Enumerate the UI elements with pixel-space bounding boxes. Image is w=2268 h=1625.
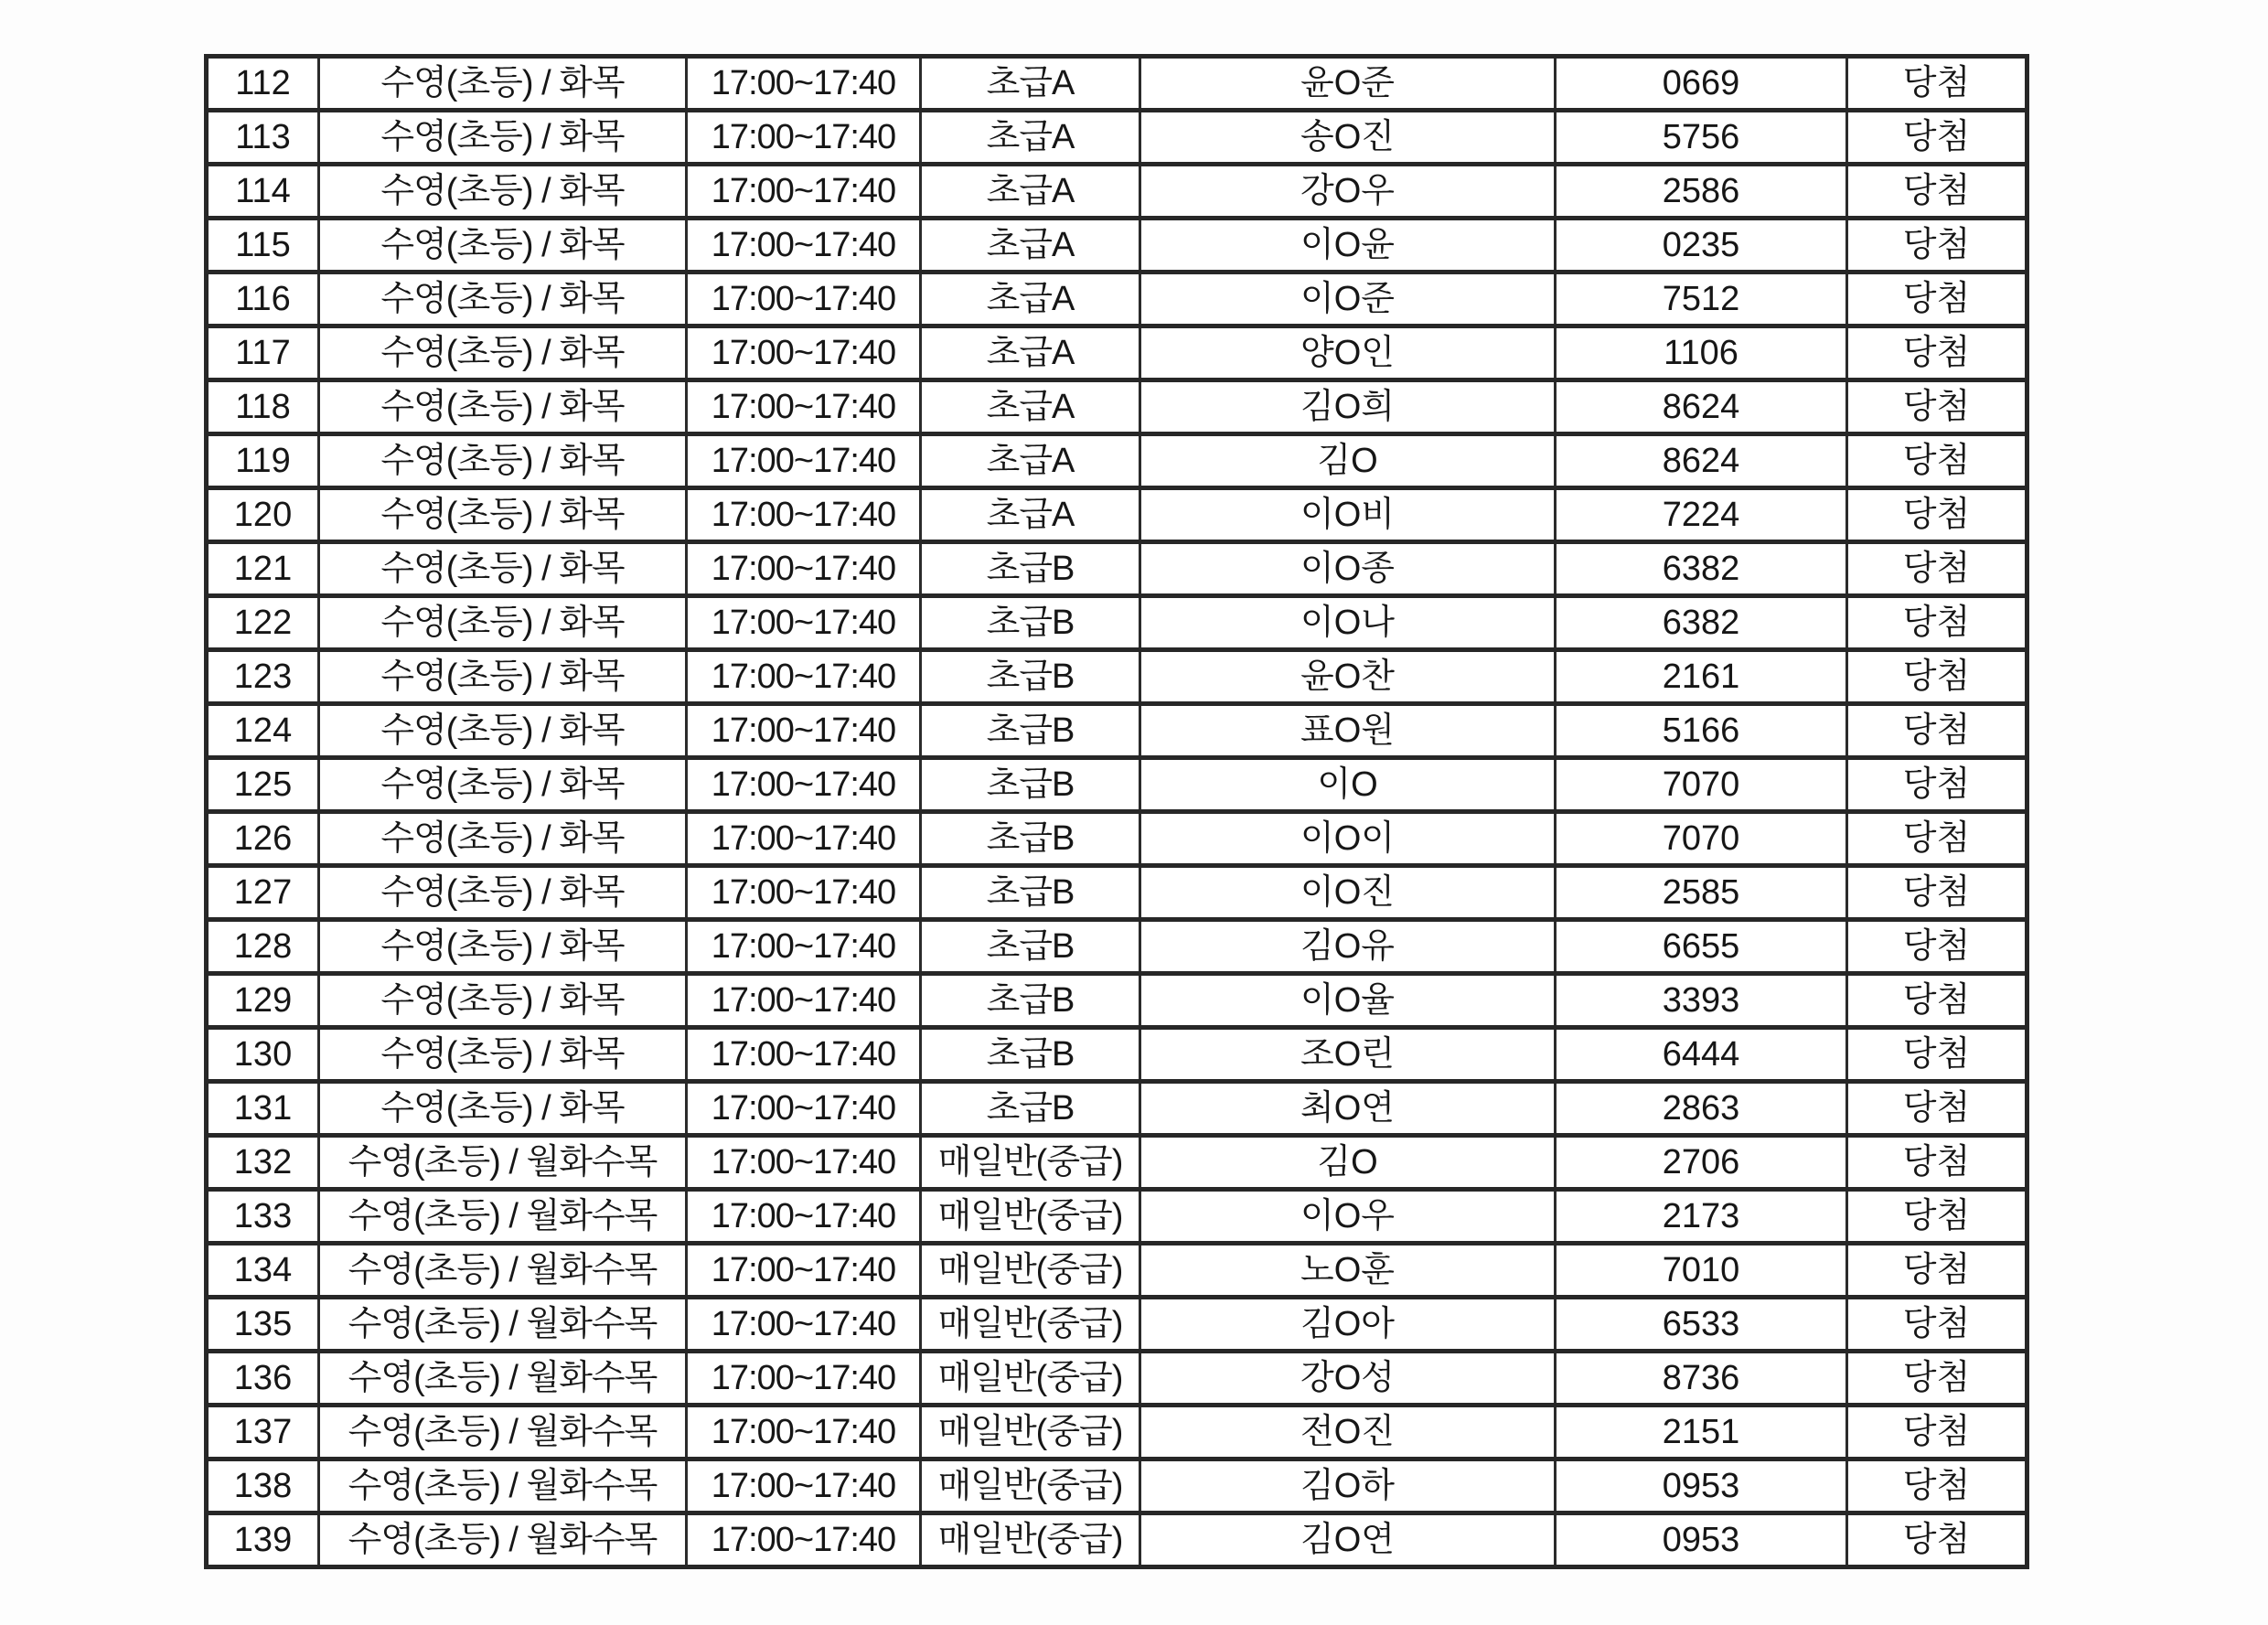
- row-number-cell: 130: [207, 1028, 319, 1082]
- class-day-cell: 수영(초등) / 월화수목: [319, 1459, 687, 1513]
- time-slot-cell: 17:00~17:40: [687, 758, 921, 812]
- time-slot-cell: 17:00~17:40: [687, 1190, 921, 1244]
- time-slot-cell: 17:00~17:40: [687, 273, 921, 326]
- class-day-cell: 수영(초등) / 화목: [319, 165, 687, 219]
- entry-number-cell: 0669: [1556, 57, 1847, 111]
- entry-number-cell: 7512: [1556, 273, 1847, 326]
- class-day-cell: 수영(초등) / 화목: [319, 434, 687, 488]
- applicant-name-cell: 김O: [1140, 1136, 1556, 1190]
- time-slot-cell: 17:00~17:40: [687, 1352, 921, 1406]
- result-status-cell: 당첨: [1847, 866, 2027, 920]
- time-slot-cell: 17:00~17:40: [687, 111, 921, 165]
- table-row: [207, 1136, 2027, 1190]
- entry-number-cell: 2173: [1556, 1190, 1847, 1244]
- level-cell: 초급A: [921, 111, 1140, 165]
- time-slot-cell: 17:00~17:40: [687, 219, 921, 273]
- lottery-results-table: [204, 54, 2029, 1569]
- applicant-name-cell: 표O원: [1140, 704, 1556, 758]
- class-day-cell: 수영(초등) / 화목: [319, 1082, 687, 1136]
- result-status-cell: 당첨: [1847, 1028, 2027, 1082]
- result-status-cell: 당첨: [1847, 1082, 2027, 1136]
- level-cell: 초급A: [921, 57, 1140, 111]
- applicant-name-cell: 노O훈: [1140, 1244, 1556, 1298]
- row-number-cell: 119: [207, 434, 319, 488]
- table-row: [207, 1298, 2027, 1352]
- time-slot-cell: 17:00~17:40: [687, 1136, 921, 1190]
- table-row: [207, 273, 2027, 326]
- row-number-cell: 117: [207, 326, 319, 380]
- time-slot-cell: 17:00~17:40: [687, 326, 921, 380]
- row-number-cell: 135: [207, 1298, 319, 1352]
- level-cell: 매일반(중급): [921, 1352, 1140, 1406]
- applicant-name-cell: 김O아: [1140, 1298, 1556, 1352]
- table-row: [207, 596, 2027, 650]
- table-row: [207, 1082, 2027, 1136]
- level-cell: 매일반(중급): [921, 1136, 1140, 1190]
- class-day-cell: 수영(초등) / 화목: [319, 1028, 687, 1082]
- applicant-name-cell: 전O진: [1140, 1406, 1556, 1459]
- class-day-cell: 수영(초등) / 화목: [319, 596, 687, 650]
- level-cell: 초급B: [921, 596, 1140, 650]
- row-number-cell: 125: [207, 758, 319, 812]
- entry-number-cell: 8624: [1556, 434, 1847, 488]
- time-slot-cell: 17:00~17:40: [687, 1082, 921, 1136]
- level-cell: 매일반(중급): [921, 1513, 1140, 1567]
- row-number-cell: 115: [207, 219, 319, 273]
- time-slot-cell: 17:00~17:40: [687, 488, 921, 542]
- row-number-cell: 131: [207, 1082, 319, 1136]
- result-status-cell: 당첨: [1847, 704, 2027, 758]
- level-cell: 초급A: [921, 219, 1140, 273]
- row-number-cell: 116: [207, 273, 319, 326]
- class-day-cell: 수영(초등) / 월화수목: [319, 1190, 687, 1244]
- applicant-name-cell: 양O인: [1140, 326, 1556, 380]
- result-status-cell: 당첨: [1847, 165, 2027, 219]
- time-slot-cell: 17:00~17:40: [687, 1459, 921, 1513]
- applicant-name-cell: 김O연: [1140, 1513, 1556, 1567]
- row-number-cell: 128: [207, 920, 319, 974]
- class-day-cell: 수영(초등) / 월화수목: [319, 1244, 687, 1298]
- row-number-cell: 133: [207, 1190, 319, 1244]
- entry-number-cell: 7070: [1556, 812, 1847, 866]
- row-number-cell: 126: [207, 812, 319, 866]
- table-row: [207, 1190, 2027, 1244]
- table-row: [207, 488, 2027, 542]
- class-day-cell: 수영(초등) / 화목: [319, 488, 687, 542]
- time-slot-cell: 17:00~17:40: [687, 1244, 921, 1298]
- entry-number-cell: 2151: [1556, 1406, 1847, 1459]
- time-slot-cell: 17:00~17:40: [687, 920, 921, 974]
- class-day-cell: 수영(초등) / 화목: [319, 380, 687, 434]
- time-slot-cell: 17:00~17:40: [687, 974, 921, 1028]
- applicant-name-cell: 송O진: [1140, 111, 1556, 165]
- result-status-cell: 당첨: [1847, 219, 2027, 273]
- entry-number-cell: 6382: [1556, 596, 1847, 650]
- result-status-cell: 당첨: [1847, 1298, 2027, 1352]
- results-table-body: [207, 57, 2027, 1567]
- class-day-cell: 수영(초등) / 월화수목: [319, 1513, 687, 1567]
- table-row: [207, 650, 2027, 704]
- class-day-cell: 수영(초등) / 화목: [319, 650, 687, 704]
- class-day-cell: 수영(초등) / 화목: [319, 758, 687, 812]
- result-status-cell: 당첨: [1847, 1244, 2027, 1298]
- row-number-cell: 127: [207, 866, 319, 920]
- class-day-cell: 수영(초등) / 월화수목: [319, 1406, 687, 1459]
- row-number-cell: 132: [207, 1136, 319, 1190]
- entry-number-cell: 8624: [1556, 380, 1847, 434]
- time-slot-cell: 17:00~17:40: [687, 866, 921, 920]
- time-slot-cell: 17:00~17:40: [687, 1298, 921, 1352]
- result-status-cell: 당첨: [1847, 434, 2027, 488]
- level-cell: 매일반(중급): [921, 1190, 1140, 1244]
- table-row: [207, 974, 2027, 1028]
- applicant-name-cell: 이O: [1140, 758, 1556, 812]
- level-cell: 매일반(중급): [921, 1244, 1140, 1298]
- class-day-cell: 수영(초등) / 화목: [319, 704, 687, 758]
- level-cell: 초급A: [921, 380, 1140, 434]
- level-cell: 초급B: [921, 1082, 1140, 1136]
- row-number-cell: 118: [207, 380, 319, 434]
- time-slot-cell: 17:00~17:40: [687, 596, 921, 650]
- row-number-cell: 138: [207, 1459, 319, 1513]
- entry-number-cell: 5166: [1556, 704, 1847, 758]
- entry-number-cell: 2586: [1556, 165, 1847, 219]
- row-number-cell: 112: [207, 57, 319, 111]
- table-row: [207, 380, 2027, 434]
- time-slot-cell: 17:00~17:40: [687, 1513, 921, 1567]
- level-cell: 초급A: [921, 488, 1140, 542]
- level-cell: 초급B: [921, 812, 1140, 866]
- result-status-cell: 당첨: [1847, 380, 2027, 434]
- level-cell: 초급B: [921, 920, 1140, 974]
- table-row: [207, 1459, 2027, 1513]
- result-status-cell: 당첨: [1847, 1406, 2027, 1459]
- entry-number-cell: 3393: [1556, 974, 1847, 1028]
- result-status-cell: 당첨: [1847, 758, 2027, 812]
- row-number-cell: 129: [207, 974, 319, 1028]
- class-day-cell: 수영(초등) / 화목: [319, 57, 687, 111]
- applicant-name-cell: 이O종: [1140, 542, 1556, 596]
- table-row: [207, 704, 2027, 758]
- applicant-name-cell: 이O이: [1140, 812, 1556, 866]
- time-slot-cell: 17:00~17:40: [687, 380, 921, 434]
- table-row: [207, 866, 2027, 920]
- table-row: [207, 1028, 2027, 1082]
- applicant-name-cell: 최O연: [1140, 1082, 1556, 1136]
- applicant-name-cell: 이O비: [1140, 488, 1556, 542]
- table-row: [207, 434, 2027, 488]
- entry-number-cell: 0953: [1556, 1513, 1847, 1567]
- entry-number-cell: 2585: [1556, 866, 1847, 920]
- row-number-cell: 120: [207, 488, 319, 542]
- entry-number-cell: 8736: [1556, 1352, 1847, 1406]
- level-cell: 초급B: [921, 974, 1140, 1028]
- time-slot-cell: 17:00~17:40: [687, 57, 921, 111]
- result-status-cell: 당첨: [1847, 111, 2027, 165]
- entry-number-cell: 6533: [1556, 1298, 1847, 1352]
- level-cell: 초급A: [921, 165, 1140, 219]
- table-row: [207, 165, 2027, 219]
- level-cell: 초급A: [921, 326, 1140, 380]
- table-row: [207, 111, 2027, 165]
- class-day-cell: 수영(초등) / 화목: [319, 974, 687, 1028]
- result-status-cell: 당첨: [1847, 920, 2027, 974]
- applicant-name-cell: 김O희: [1140, 380, 1556, 434]
- applicant-name-cell: 이O진: [1140, 866, 1556, 920]
- entry-number-cell: 2706: [1556, 1136, 1847, 1190]
- applicant-name-cell: 이O율: [1140, 974, 1556, 1028]
- result-status-cell: 당첨: [1847, 1136, 2027, 1190]
- row-number-cell: 136: [207, 1352, 319, 1406]
- row-number-cell: 122: [207, 596, 319, 650]
- applicant-name-cell: 강O우: [1140, 165, 1556, 219]
- result-status-cell: 당첨: [1847, 596, 2027, 650]
- table-row: [207, 219, 2027, 273]
- result-status-cell: 당첨: [1847, 57, 2027, 111]
- result-status-cell: 당첨: [1847, 1459, 2027, 1513]
- entry-number-cell: 6444: [1556, 1028, 1847, 1082]
- time-slot-cell: 17:00~17:40: [687, 1028, 921, 1082]
- table-row: [207, 1513, 2027, 1567]
- applicant-name-cell: 이O우: [1140, 1190, 1556, 1244]
- applicant-name-cell: 강O성: [1140, 1352, 1556, 1406]
- table-row: [207, 57, 2027, 111]
- table-row: [207, 1406, 2027, 1459]
- result-status-cell: 당첨: [1847, 326, 2027, 380]
- class-day-cell: 수영(초등) / 화목: [319, 219, 687, 273]
- applicant-name-cell: 이O준: [1140, 273, 1556, 326]
- result-status-cell: 당첨: [1847, 488, 2027, 542]
- time-slot-cell: 17:00~17:40: [687, 812, 921, 866]
- applicant-name-cell: 김O유: [1140, 920, 1556, 974]
- level-cell: 초급A: [921, 434, 1140, 488]
- level-cell: 초급B: [921, 866, 1140, 920]
- applicant-name-cell: 윤O찬: [1140, 650, 1556, 704]
- level-cell: 초급B: [921, 542, 1140, 596]
- level-cell: 매일반(중급): [921, 1406, 1140, 1459]
- level-cell: 초급B: [921, 758, 1140, 812]
- class-day-cell: 수영(초등) / 월화수목: [319, 1352, 687, 1406]
- time-slot-cell: 17:00~17:40: [687, 542, 921, 596]
- class-day-cell: 수영(초등) / 화목: [319, 542, 687, 596]
- entry-number-cell: 6655: [1556, 920, 1847, 974]
- class-day-cell: 수영(초등) / 화목: [319, 111, 687, 165]
- table-row: [207, 920, 2027, 974]
- entry-number-cell: 6382: [1556, 542, 1847, 596]
- entry-number-cell: 1106: [1556, 326, 1847, 380]
- entry-number-cell: 0953: [1556, 1459, 1847, 1513]
- entry-number-cell: 2863: [1556, 1082, 1847, 1136]
- result-status-cell: 당첨: [1847, 1352, 2027, 1406]
- applicant-name-cell: 김O하: [1140, 1459, 1556, 1513]
- row-number-cell: 113: [207, 111, 319, 165]
- applicant-name-cell: 윤O준: [1140, 57, 1556, 111]
- level-cell: 초급A: [921, 273, 1140, 326]
- table-row: [207, 812, 2027, 866]
- time-slot-cell: 17:00~17:40: [687, 650, 921, 704]
- row-number-cell: 123: [207, 650, 319, 704]
- table-row: [207, 326, 2027, 380]
- class-day-cell: 수영(초등) / 화목: [319, 273, 687, 326]
- entry-number-cell: 5756: [1556, 111, 1847, 165]
- applicant-name-cell: 이O윤: [1140, 219, 1556, 273]
- class-day-cell: 수영(초등) / 화목: [319, 326, 687, 380]
- entry-number-cell: 7224: [1556, 488, 1847, 542]
- entry-number-cell: 7070: [1556, 758, 1847, 812]
- table-row: [207, 758, 2027, 812]
- level-cell: 초급B: [921, 1028, 1140, 1082]
- time-slot-cell: 17:00~17:40: [687, 704, 921, 758]
- class-day-cell: 수영(초등) / 월화수목: [319, 1136, 687, 1190]
- row-number-cell: 137: [207, 1406, 319, 1459]
- table-row: [207, 1352, 2027, 1406]
- result-status-cell: 당첨: [1847, 273, 2027, 326]
- class-day-cell: 수영(초등) / 화목: [319, 812, 687, 866]
- level-cell: 초급B: [921, 704, 1140, 758]
- applicant-name-cell: 이O나: [1140, 596, 1556, 650]
- result-status-cell: 당첨: [1847, 650, 2027, 704]
- applicant-name-cell: 조O린: [1140, 1028, 1556, 1082]
- class-day-cell: 수영(초등) / 월화수목: [319, 1298, 687, 1352]
- class-day-cell: 수영(초등) / 화목: [319, 866, 687, 920]
- entry-number-cell: 0235: [1556, 219, 1847, 273]
- row-number-cell: 121: [207, 542, 319, 596]
- level-cell: 초급B: [921, 650, 1140, 704]
- row-number-cell: 139: [207, 1513, 319, 1567]
- row-number-cell: 124: [207, 704, 319, 758]
- time-slot-cell: 17:00~17:40: [687, 165, 921, 219]
- result-status-cell: 당첨: [1847, 542, 2027, 596]
- level-cell: 매일반(중급): [921, 1298, 1140, 1352]
- table-row: [207, 542, 2027, 596]
- level-cell: 매일반(중급): [921, 1459, 1140, 1513]
- applicant-name-cell: 김O: [1140, 434, 1556, 488]
- result-status-cell: 당첨: [1847, 1513, 2027, 1567]
- entry-number-cell: 7010: [1556, 1244, 1847, 1298]
- row-number-cell: 134: [207, 1244, 319, 1298]
- time-slot-cell: 17:00~17:40: [687, 434, 921, 488]
- result-status-cell: 당첨: [1847, 974, 2027, 1028]
- time-slot-cell: 17:00~17:40: [687, 1406, 921, 1459]
- row-number-cell: 114: [207, 165, 319, 219]
- entry-number-cell: 2161: [1556, 650, 1847, 704]
- result-status-cell: 당첨: [1847, 1190, 2027, 1244]
- class-day-cell: 수영(초등) / 화목: [319, 920, 687, 974]
- table-row: [207, 1244, 2027, 1298]
- result-status-cell: 당첨: [1847, 812, 2027, 866]
